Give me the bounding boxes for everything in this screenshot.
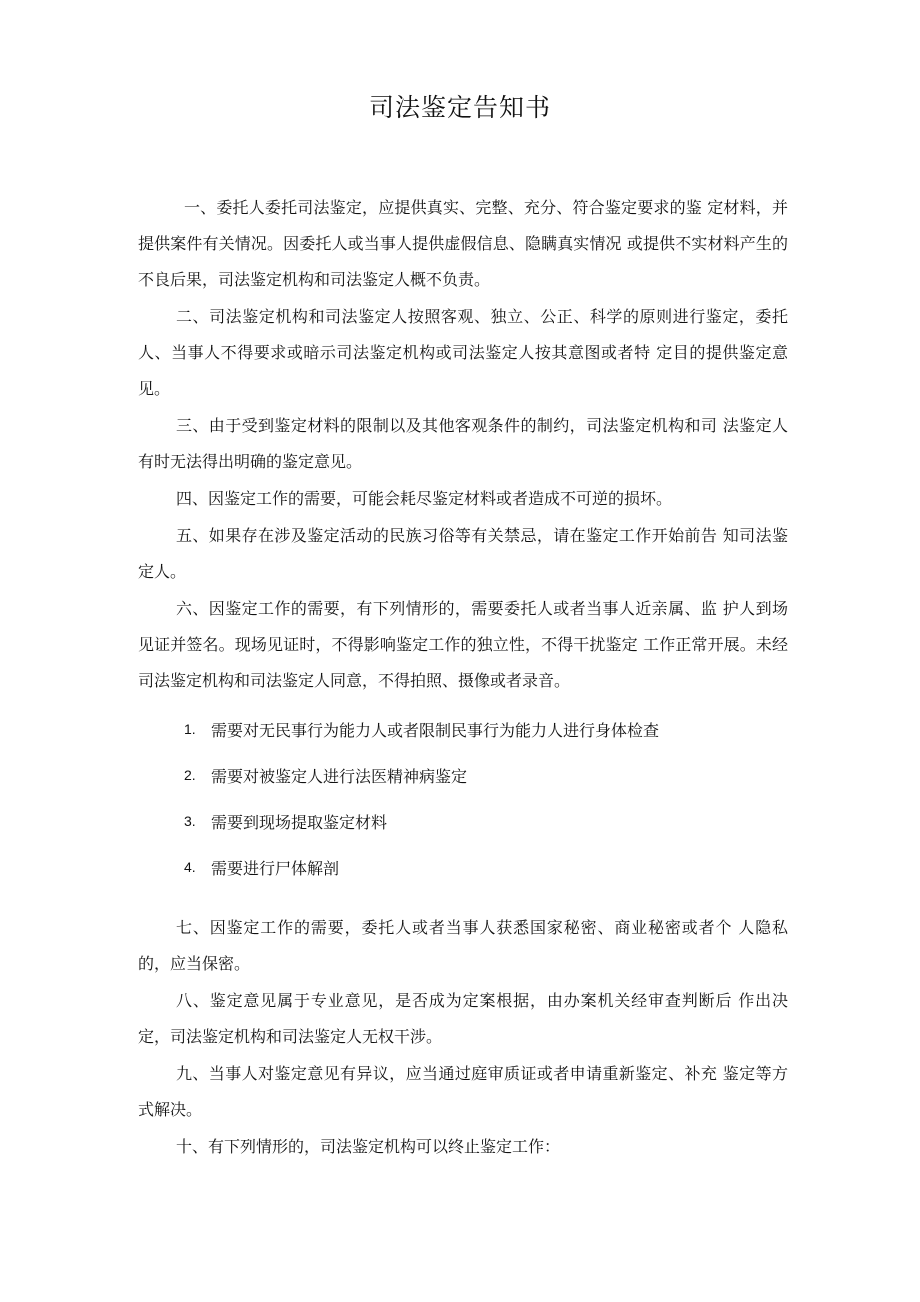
list-item-text: 需要对被鉴定人进行法医精神病鉴定 [211,766,468,786]
paragraph-7: 七、因鉴定工作的需要，委托人或者当事人获悉国家秘密、商业秘密或者个 人隐私的，应当保密。 [138,918,788,973]
list-item-number: 3. [184,813,196,829]
list-item [138,798,788,844]
list-item-text: 需要进行尸体解剖 [211,858,340,878]
list-item-number: 2. [184,767,196,783]
paragraph-10: 十、有下列情形的，司法鉴定机构可以终止鉴定工作： [176,1137,561,1156]
paragraph-5: 五、如果存在涉及鉴定活动的民族习俗等有关禁忌，请在鉴定工作开始前告 知司法鉴定人。 [138,526,788,581]
witness-situations-list [138,706,788,890]
list-item-number: 1. [184,721,196,737]
document-title: 司法鉴定告知书 [368,93,551,122]
list-item [138,752,788,798]
paragraph-8: 八、鉴定意见属于专业意见，是否成为定案根据，由办案机关经审查判断后 作出决定，司法鉴定机构和司法鉴定人无权干涉。 [138,991,788,1046]
list-item-number: 4. [184,859,196,875]
paragraph-3: 三、由于受到鉴定材料的限制以及其他客观条件的制约，司法鉴定机构和司 法鉴定人有时无法得出明确的鉴定意见。 [138,416,788,471]
paragraph-4: 四、因鉴定工作的需要，可能会耗尽鉴定材料或者造成不可逆的损坏。 [176,489,673,508]
list-item-text: 需要到现场提取鉴定材料 [211,812,388,832]
list-item-text: 需要对无民事行为能力人或者限制民事行为能力人进行身体检查 [211,720,660,740]
list-item [138,844,788,890]
document-body [138,190,788,1166]
paragraph-1: 一、委托人委托司法鉴定，应提供真实、完整、充分、符合鉴定要求的鉴 定材料，并提供案件有关情况。因委托人或当事人提供虚假信息、隐瞒真实情况 或提供不实材料产生的不良后果，司法鉴定机构和司法鉴定人概不负责。 [138,198,788,289]
paragraph-6: 六、因鉴定工作的需要，有下列情形的，需要委托人或者当事人近亲属、监 护人到场见证并签名。现场见证时，不得影响鉴定工作的独立性，不得干扰鉴定 工作正常开展。未经司法鉴定机构和司法鉴定人同意，不得拍照、摄像或者录音。 [138,599,788,690]
paragraph-9: 九、当事人对鉴定意见有异议，应当通过庭审质证或者申请重新鉴定、补充 鉴定等方式解决。 [138,1064,788,1119]
paragraph-2: 二、司法鉴定机构和司法鉴定人按照客观、独立、公正、科学的原则进行鉴定，委托人、当事人不得要求或暗示司法鉴定机构或司法鉴定人按其意图或者特 定目的提供鉴定意见。 [138,307,788,398]
list-item [138,706,788,752]
